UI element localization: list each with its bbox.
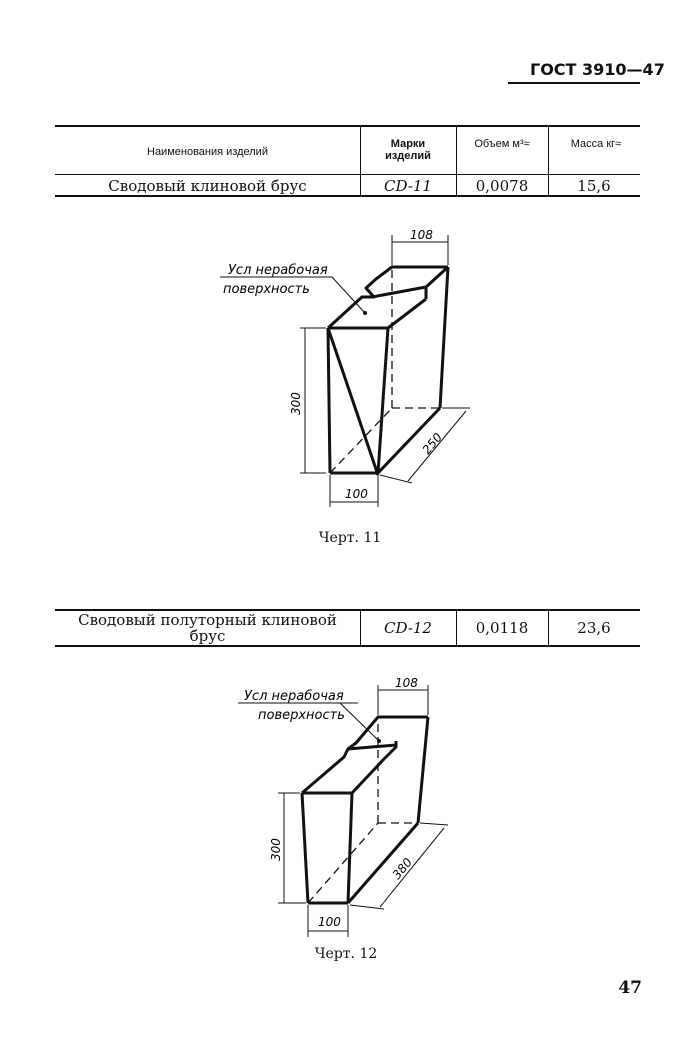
dimension-label: 100: [318, 915, 341, 929]
dimension-label: 100: [345, 487, 368, 501]
table-cell-mass: 23,6: [577, 619, 611, 637]
page-number: 47: [618, 978, 642, 998]
dimension-label: 108: [410, 228, 433, 242]
column-header-volume: Объем м³≈: [474, 138, 530, 150]
header-rule: [508, 82, 640, 84]
dimension-label: 380: [389, 855, 416, 882]
figure-caption: Черт. 12: [314, 946, 378, 962]
figure-label: поверхность: [223, 282, 310, 297]
table-bottom-rule: [55, 645, 640, 647]
figure-label: Усл нерабочая: [244, 689, 344, 704]
table-bottom-rule: [55, 195, 640, 197]
dimension-label: 300: [289, 392, 303, 415]
dimension-label: 108: [395, 676, 418, 690]
table-cell-volume: 0,0078: [475, 177, 529, 195]
table-cell-name: [55, 612, 360, 644]
leader-dot: [363, 311, 367, 315]
standard-number: ГОСТ 3910—47: [530, 60, 665, 79]
table-cell-mass: 15,6: [577, 177, 611, 195]
table-cell-volume: 0,0118: [475, 619, 529, 637]
brick-outline: [302, 717, 428, 903]
drawing-2: [0, 665, 700, 940]
column-header-mass: Масса кг≈: [570, 138, 622, 150]
table-cell-name-line: брус: [189, 627, 226, 645]
dimension-label: 300: [269, 838, 283, 861]
table-cell-name-line: Сводовый полуторный клиновой: [78, 611, 337, 629]
drawing-1: [0, 215, 700, 525]
figure-label: поверхность: [258, 708, 345, 723]
table-cell-mark: CD-12: [384, 619, 432, 637]
table-cell-mark: CD-11: [384, 177, 432, 195]
table-top-rule: [55, 125, 640, 127]
dimension-label: 250: [419, 430, 446, 457]
figure-caption: Черт. 11: [318, 530, 382, 546]
table-cell-name: Сводовый клиновой брус: [108, 177, 307, 195]
column-header-mark: Марки изделий: [385, 138, 431, 162]
column-header-name: Наименования изделий: [147, 146, 268, 158]
leader-line: [332, 277, 364, 312]
table-header-rule: [55, 174, 640, 175]
figure-label: Усл нерабочая: [228, 263, 328, 278]
dimension-height: [300, 328, 326, 473]
